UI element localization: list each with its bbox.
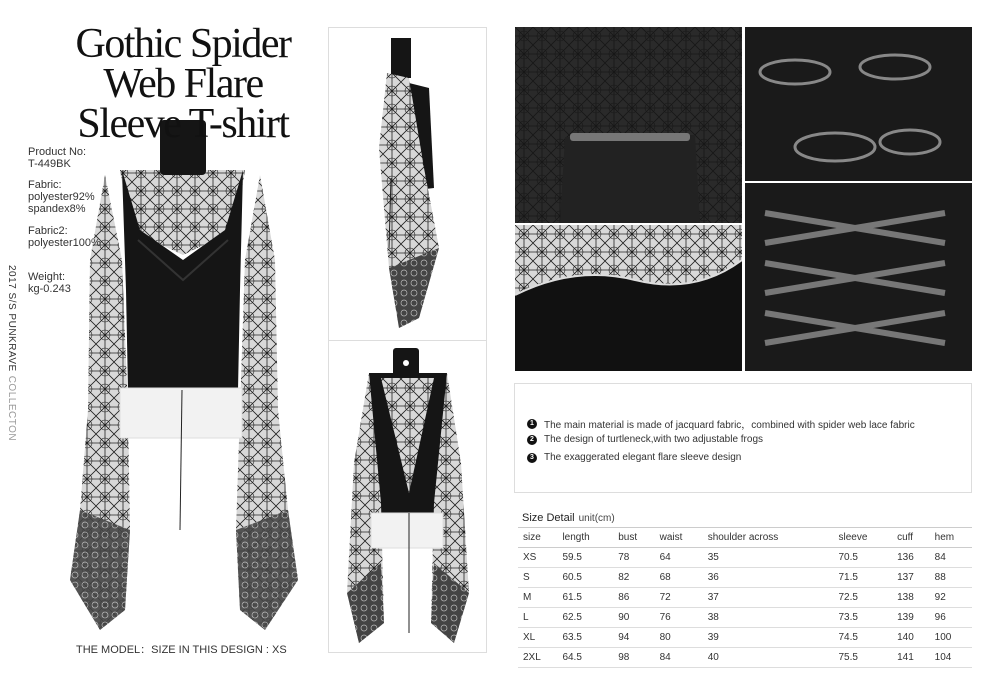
table-cell: 40 xyxy=(703,648,834,668)
table-cell: 136 xyxy=(892,548,930,568)
column-header: waist xyxy=(655,528,703,548)
detail-photo-lace-hem-graphic xyxy=(515,225,742,371)
fabric-value-1: polyester92% xyxy=(28,191,95,203)
table-cell: 64.5 xyxy=(557,648,613,668)
table-cell: 98 xyxy=(613,648,654,668)
table-cell: 71.5 xyxy=(833,568,892,588)
feature-number: 1 xyxy=(527,419,537,429)
product-number xyxy=(28,146,86,170)
table-cell: 39 xyxy=(703,628,834,648)
fabric2-value: polyester100% xyxy=(28,237,101,249)
table-cell: XL xyxy=(518,628,557,648)
table-cell: 137 xyxy=(892,568,930,588)
weight-info xyxy=(28,271,71,295)
table-cell: 94 xyxy=(613,628,654,648)
table-cell: 86 xyxy=(613,588,654,608)
table-cell: 60.5 xyxy=(557,568,613,588)
front-view-illustration xyxy=(60,110,305,640)
table-cell: 76 xyxy=(655,608,703,628)
table-row xyxy=(518,628,972,648)
column-header: length xyxy=(557,528,613,548)
detail-photo-sleeve-frog xyxy=(515,27,742,223)
table-cell: 84 xyxy=(930,548,972,568)
table-cell: 64 xyxy=(655,548,703,568)
detail-photo-sleeve-frog-graphic xyxy=(515,27,742,223)
table-cell: 61.5 xyxy=(557,588,613,608)
feature-text: The exaggerated elegant flare sleeve design xyxy=(544,452,742,463)
fabric-value-2: spandex8% xyxy=(28,203,86,215)
table-cell: 88 xyxy=(930,568,972,588)
table-cell: 80 xyxy=(655,628,703,648)
table-cell: 2XL xyxy=(518,648,557,668)
size-table xyxy=(518,527,972,668)
table-cell: 36 xyxy=(703,568,834,588)
table-cell: 35 xyxy=(703,548,834,568)
table-row xyxy=(518,548,972,568)
table-cell: 75.5 xyxy=(833,648,892,668)
detail-photo-lace-up-back xyxy=(745,183,972,371)
table-cell: 59.5 xyxy=(557,548,613,568)
model-size-note: THE MODEL：SIZE IN THIS DESIGN : XS xyxy=(76,644,287,656)
table-cell: L xyxy=(518,608,557,628)
size-detail-heading xyxy=(522,512,615,524)
table-cell: 140 xyxy=(892,628,930,648)
column-header: hem xyxy=(930,528,972,548)
detail-photo-lace-hem xyxy=(515,225,742,371)
size-detail-unit: unit(cm) xyxy=(578,513,615,524)
table-cell: 72 xyxy=(655,588,703,608)
fabric2-info xyxy=(28,225,101,249)
title-line-2: Web Flare xyxy=(103,61,263,107)
table-cell: 70.5 xyxy=(833,548,892,568)
table-cell: 73.5 xyxy=(833,608,892,628)
table-cell: 68 xyxy=(655,568,703,588)
column-header: shoulder across xyxy=(703,528,834,548)
brand-collection-main: 2017 S/S PUNKRAVE xyxy=(6,265,17,372)
size-table-header-row xyxy=(518,528,972,548)
table-cell: 104 xyxy=(930,648,972,668)
table-cell: 37 xyxy=(703,588,834,608)
table-cell: 78 xyxy=(613,548,654,568)
table-row xyxy=(518,648,972,668)
table-cell: 139 xyxy=(892,608,930,628)
brand-collection-vertical xyxy=(3,265,19,442)
title-line-1: Gothic Spider xyxy=(75,21,291,67)
table-cell: 38 xyxy=(703,608,834,628)
fabric2-label: Fabric2: xyxy=(28,225,68,237)
table-cell: 90 xyxy=(613,608,654,628)
product-title xyxy=(58,21,308,147)
feature-number: 2 xyxy=(527,435,537,445)
fabric-info xyxy=(28,179,95,215)
detail-photo-collar-frogs xyxy=(745,27,972,181)
front-view-image xyxy=(60,110,305,640)
size-detail-title: Size Detail xyxy=(522,512,575,524)
weight-value: kg-0.243 xyxy=(28,283,71,295)
feature-text: The main material is made of jacquard fabric，combined with spider web lace fabric xyxy=(544,420,915,431)
table-cell: 138 xyxy=(892,588,930,608)
table-row xyxy=(518,588,972,608)
table-row xyxy=(518,608,972,628)
column-header: sleeve xyxy=(833,528,892,548)
table-cell: 92 xyxy=(930,588,972,608)
product-number-value: T-449BK xyxy=(28,158,71,170)
fabric-label: Fabric: xyxy=(28,179,62,191)
feature-item xyxy=(527,416,915,431)
column-header: bust xyxy=(613,528,654,548)
table-cell: 62.5 xyxy=(557,608,613,628)
table-cell: 82 xyxy=(613,568,654,588)
feature-item xyxy=(527,434,763,445)
brand-collection-sub: COLLECTON xyxy=(6,375,17,442)
column-header: cuff xyxy=(892,528,930,548)
table-cell: XS xyxy=(518,548,557,568)
table-row xyxy=(518,568,972,588)
product-number-label: Product No: xyxy=(28,146,87,158)
table-cell: 96 xyxy=(930,608,972,628)
detail-photo-collar-frogs-graphic xyxy=(745,27,972,181)
table-cell: 141 xyxy=(892,648,930,668)
detail-photo-lace-up-back-graphic xyxy=(745,183,972,371)
table-cell: 84 xyxy=(655,648,703,668)
back-view-image xyxy=(329,343,486,652)
feature-number: 3 xyxy=(527,453,537,463)
table-cell: 100 xyxy=(930,628,972,648)
features-panel xyxy=(514,383,972,493)
table-cell: 63.5 xyxy=(557,628,613,648)
table-cell: M xyxy=(518,588,557,608)
table-cell: 72.5 xyxy=(833,588,892,608)
feature-text: The design of turtleneck,with two adjustable frogs xyxy=(544,434,764,445)
table-cell: 74.5 xyxy=(833,628,892,648)
panel-divider xyxy=(329,340,486,341)
column-header: size xyxy=(518,528,557,548)
weight-label: Weight: xyxy=(28,271,66,283)
side-back-views-panel xyxy=(328,27,487,653)
title-line-3: Sleeve T-shirt xyxy=(77,101,289,147)
feature-item xyxy=(527,452,741,463)
side-view-image xyxy=(329,28,486,338)
table-cell: S xyxy=(518,568,557,588)
